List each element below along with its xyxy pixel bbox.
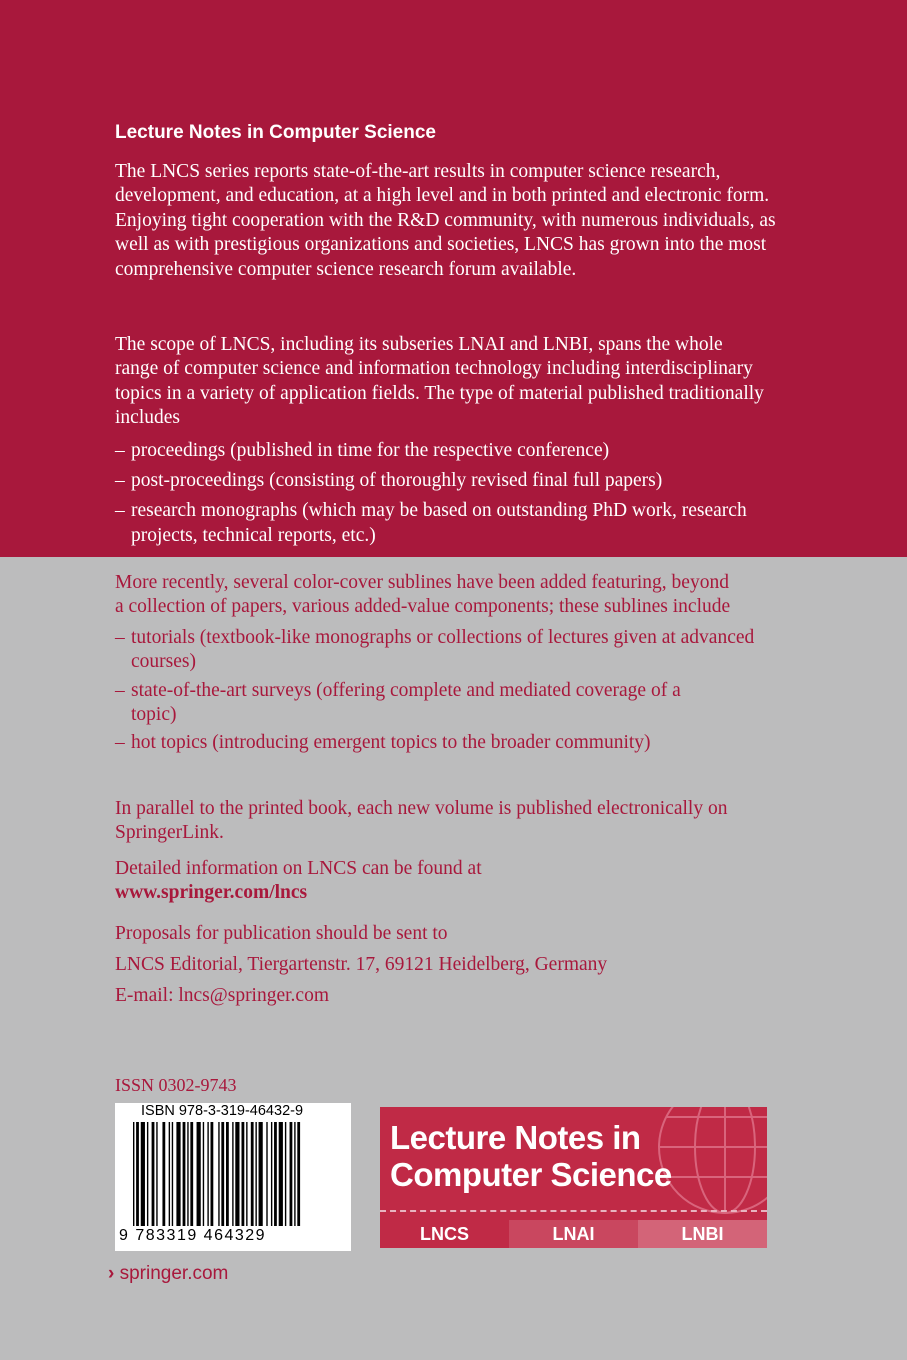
logo-tab-lnbi: LNBI <box>638 1220 767 1248</box>
proposals-text: Proposals for publication should be sent to <box>115 923 448 944</box>
parallel-block <box>115 797 795 846</box>
traditional-list <box>115 439 795 549</box>
logo-subseries <box>380 1220 767 1248</box>
logo-title-line-2: Computer Science <box>390 1156 672 1193</box>
list-item: – research monographs (which may be based on outstanding PhD work, research projects, technical reports, etc.) <box>115 500 747 546</box>
sublines-block <box>115 571 795 756</box>
detail-url-link[interactable]: www.springer.com/lncs <box>115 882 308 904</box>
recent-paragraph: More recently, several color-cover sublines have been added featuring, beyond a collection of papers, various added-value components; these sublines include <box>115 572 731 618</box>
top-text <box>115 160 795 282</box>
editorial-address: LNCS Editorial, Tiergartenstr. 17, 69121 Heidelberg, Germany <box>115 954 608 975</box>
isbn-barcode <box>115 1103 351 1251</box>
logo-title <box>390 1119 672 1193</box>
isbn-label: ISBN 978-3-319-46432-9 <box>141 1103 304 1119</box>
chevron-right-icon: › <box>108 1263 115 1284</box>
list-item: – tutorials (textbook-like monographs or collections of lectures given at advanced courses) <box>115 626 755 673</box>
list-item: – hot topics (introducing emergent topics to the broader community) <box>115 732 651 754</box>
email-text: E-mail: lncs@springer.com <box>115 985 329 1006</box>
list-item: – proceedings (published in time for the respective conference) <box>115 439 610 461</box>
logo-tab-lncs: LNCS <box>380 1220 509 1248</box>
series-heading: Lecture Notes in Computer Science <box>115 122 436 143</box>
parallel-paragraph: In parallel to the printed book, each new volume is published electronically on SpringerLink. <box>115 798 728 844</box>
barcode-digits: 9 783319 464329 <box>119 1227 267 1244</box>
springer-link[interactable] <box>108 1263 228 1285</box>
lncs-logo <box>380 1107 767 1248</box>
intro-paragraph: The LNCS series reports state-of-the-art results in computer science research, development, and education, at a high level and in both printed and electronic form. Enjoying tight cooperation with the R&D community, with numerous individuals, as well as with prestigious organizations and societies, LNCS has grown into the most comprehensive computer science research forum available. <box>115 161 776 280</box>
barcode-bars <box>123 1122 343 1228</box>
springer-label: springer.com <box>119 1263 229 1284</box>
list-item: – post-proceedings (consisting of thoroughly revised final full papers) <box>115 470 663 492</box>
details-block <box>115 857 795 906</box>
logo-divider <box>380 1210 767 1212</box>
subline-list <box>115 626 775 756</box>
scope-paragraph: The scope of LNCS, including its subseries LNAI and LNBI, spans the whole range of computer science and information technology including interdisciplinary topics in a variety of application fields. The type of material published traditionally includes <box>115 334 764 429</box>
scope-block <box>115 333 795 548</box>
list-item: – state-of-the-art surveys (offering complete and mediated coverage of a topic) <box>115 679 681 726</box>
logo-title-line-1: Lecture Notes in <box>390 1119 641 1156</box>
proposals-block <box>115 918 795 1011</box>
issn-label: ISSN 0302-9743 <box>115 1075 237 1095</box>
logo-tab-lnai: LNAI <box>509 1220 638 1248</box>
detail-intro: Detailed information on LNCS can be found at <box>115 858 482 879</box>
